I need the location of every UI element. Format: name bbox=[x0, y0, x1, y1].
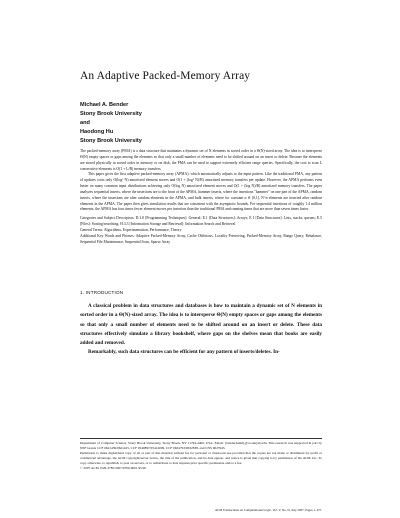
body-paragraph: A classical problem in data structures and databases is how to maintain a dynamic set of N elements in sorted order in a Θ(N)-sized array. The idea is to intersperse Θ(N) empty spaces or gaps among the elements so that only a small number of elements need to be shifted around on an insert or delete. These data structures effectively simulate a library bookshelf, where gaps on the shelves mean that books are easily added and removed. bbox=[80, 303, 322, 347]
introduction-body bbox=[80, 302, 322, 358]
author-name: Michael A. Bender bbox=[80, 102, 129, 108]
journal-footer: ACM Transactions on Computational Logic, Vol. V, No. N, July 2007, Pages 1–0??. bbox=[214, 508, 322, 512]
keywords: Additional Key Words and Phrases: Adaptive Packed-Memory Array, Cache Oblivious, Locality Preserving, Packed-Memory Array, Range Query, Rebalance, Sequential File Maintenance, Sequential Scan, Sparse Array bbox=[80, 233, 322, 244]
general-terms: General Terms: Algorithms, Experimentation, Performance, Theory bbox=[80, 227, 182, 232]
footnote-rule bbox=[80, 438, 322, 439]
abstract-paragraph: The packed-memory array (PMA) is a data structure that maintains a dynamic set of N elements in sorted order in a Θ(N)-sized array. The idea is to intersperse Θ(N) empty spaces or gaps among the elements so that only a small number of elements need to be shifted around on an insert or delete. Because the elements are stored physically in sorted order in memory or on disk, the PMA can be used to support extremely efficient range queries. Specifically, the cost to scan L consecutive elements is O(1 + L/B) memory transfers. bbox=[80, 149, 322, 171]
author-separator: and bbox=[80, 120, 90, 126]
copyright-line: © 2007 ACM 1529-3785/2007/0700-0001 $5.00 bbox=[80, 466, 146, 471]
permission-note: Permission to make digital/hard copy of all or part of this material without fee for personal or classroom use provided that the copies are not made or distributed for profit or commercial advantage, the ACM copyright/server notice, the title of the publication, and its date appear, and notice is given that copying is by permission of the ACM, Inc. To copy otherwise, to republish, to post on servers, or to redistribute to lists requires prior specific permission and/or a fee. bbox=[80, 451, 322, 466]
footnote-block bbox=[80, 441, 322, 471]
abstract bbox=[80, 149, 322, 246]
author-block bbox=[80, 101, 142, 146]
author-name: Haodong Hu bbox=[80, 129, 114, 135]
body-paragraph: Remarkably, such data structures can be efficient for any pattern of inserts/deletes. In- bbox=[88, 349, 280, 356]
paper-title: An Adaptive Packed-Memory Array bbox=[80, 70, 251, 82]
author-address-note: Department of Computer Science, Stony Brook University, Stony Brook, NY 11794-4400, USA. Email: {bender,huhd}@cs.sunysb.edu. This research was supported in part by NSF Grants CCF 0621439/0621425, CCF 0540897/05414009, CCF 0634793/0632838, and CNS 0627645. bbox=[80, 441, 322, 451]
author-affiliation: Stony Brook University bbox=[80, 138, 142, 144]
author-affiliation: Stony Brook University bbox=[80, 111, 142, 117]
section-heading: 1. INTRODUCTION bbox=[80, 290, 124, 295]
acm-categories: Categories and Subject Descriptors: D.1.0 [Programming Techniques]: General; E.1 [Data Structures]: Arrays; E.1 [Data Structures]: Lists, stacks, queues; E.5 [Files]: Sorting/searching; H.3.3 [Information Storage and Retrieval]: Information Search and Retrieval bbox=[80, 216, 322, 227]
abstract-paragraph: This paper gives the first adaptive packed-memory array (APMA), which automatically adjusts to the input pattern. Like the traditional PMA, any pattern of updates costs only O(log² N) amortized element moves and O(1 + (log² N)/B) amortized memory transfers per update. However, the APMA performs even better on many common input distributions achieving only O(log N) amortized element moves and O(1 + (log N)/B) amortized memory transfers. The paper analyzes sequential inserts, where the insertions are to the front of the APMA, hammer inserts, where the insertions "hammer" on one part of the APMA, random inserts, where the insertions are after random elements in the APMA, and bulk inserts, where for constant α ∈ [0,1], N^α elements are inserted after random elements in the APMA. The paper then gives simulation results that are consistent with the asymptotic bounds. For sequential insertions of roughly 1.4 million elements, the APMA has four times fewer element moves per insertion than the traditional PMA and running times that are more than seven times faster. bbox=[80, 172, 322, 212]
